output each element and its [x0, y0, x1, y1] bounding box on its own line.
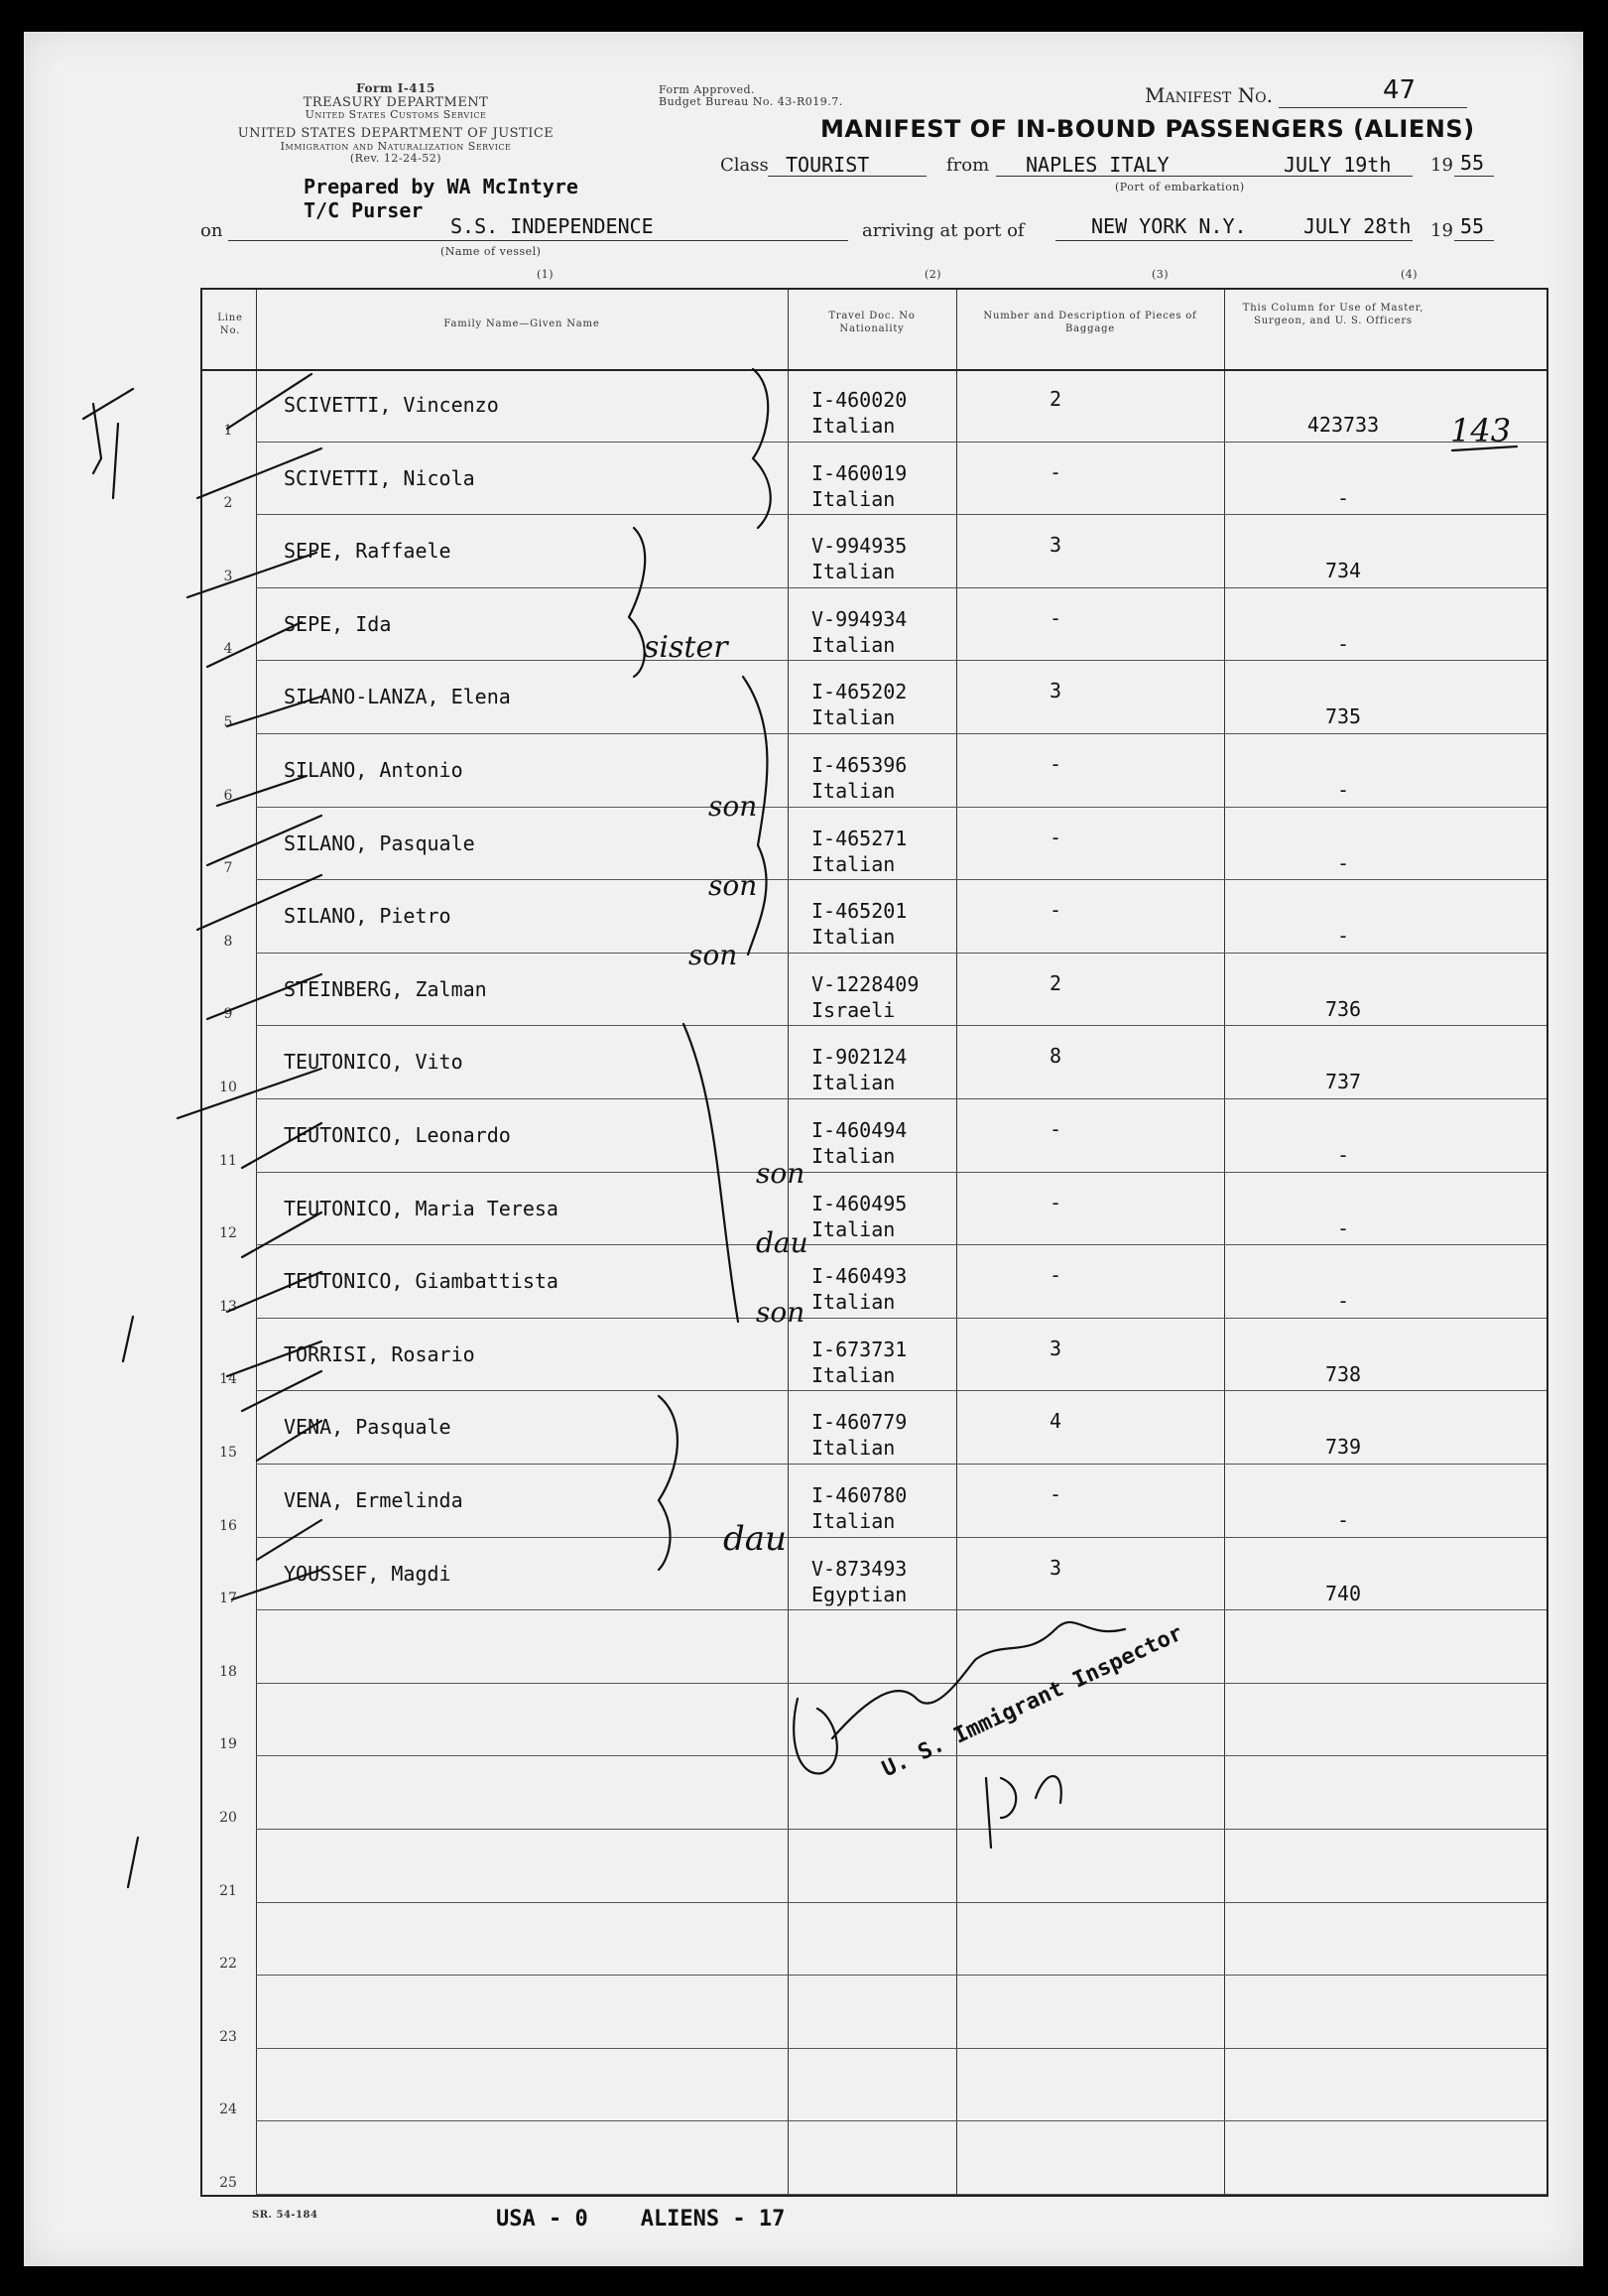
officer-number: - — [1336, 924, 1350, 949]
col-number-1: (1) — [537, 268, 555, 281]
arrival-date: JULY 28th — [1303, 214, 1412, 238]
baggage-count: 2 — [1049, 387, 1062, 411]
line-number: 16 — [219, 1517, 237, 1534]
officer-number: - — [1336, 631, 1350, 656]
vessel-name: S.S. INDEPENDENCE — [450, 214, 654, 238]
line-number: 8 — [223, 933, 233, 950]
check-mark — [227, 1272, 321, 1312]
officer-number: - — [1336, 850, 1350, 875]
doc-number: I-465271 — [811, 826, 908, 850]
nationality: Italian — [811, 1290, 896, 1315]
line-number: 4 — [223, 641, 233, 658]
line-number: 19 — [219, 1736, 237, 1753]
from-port: NAPLES ITALY — [1026, 153, 1170, 177]
arrival-year-prefix: 19 — [1430, 220, 1453, 241]
line-number: 22 — [219, 1956, 237, 1973]
passenger-name: SEPE, Raffaele — [284, 539, 451, 564]
doc-number: I-460780 — [811, 1483, 908, 1507]
family-bracket — [753, 369, 771, 528]
line-number: 20 — [219, 1809, 237, 1826]
from-year: 55 — [1460, 151, 1485, 175]
nationality: Egyptian — [811, 1582, 908, 1606]
footer-totals: USA - 0 ALIENS - 17 — [496, 2207, 786, 2232]
officer-number: - — [1336, 778, 1350, 802]
passenger-name: SILANO, Pietro — [284, 904, 451, 929]
doc-number: I-460495 — [811, 1191, 908, 1215]
passenger-name: STEINBERG, Zalman — [284, 976, 487, 1001]
officer-number: 736 — [1324, 996, 1362, 1021]
nationality: Italian — [811, 1071, 896, 1095]
check-mark — [207, 816, 321, 865]
nationality: Italian — [811, 560, 896, 584]
footer-form-code: SR. 54-184 — [252, 2210, 318, 2221]
doc-number: V-1228409 — [811, 971, 920, 996]
line-number: 25 — [219, 2174, 237, 2191]
nationality: Italian — [811, 1436, 896, 1461]
line-number: 17 — [219, 1591, 237, 1607]
passenger-name: VENA, Ermelinda — [284, 1488, 463, 1512]
line-number: 18 — [219, 1663, 237, 1680]
check-mark — [242, 1123, 321, 1168]
doc-number: I-460019 — [811, 460, 908, 485]
relation-note: sister — [644, 630, 728, 665]
treasury-dept: TREASURY DEPARTMENT — [303, 95, 489, 110]
nationality: Italian — [811, 925, 896, 950]
passenger-name: SILANO, Antonio — [284, 758, 463, 782]
doc-number: I-465202 — [811, 680, 908, 704]
nationality: Italian — [811, 1509, 896, 1533]
form-approved: Form Approved. — [659, 83, 756, 96]
line-number: 15 — [219, 1444, 237, 1461]
check-mark — [227, 1341, 321, 1376]
margin-mark — [113, 424, 118, 498]
from-date: JULY 19th — [1284, 153, 1392, 177]
baggage-count: - — [1049, 1117, 1062, 1141]
customs-service: United States Customs Service — [305, 108, 487, 121]
check-mark — [242, 1371, 321, 1411]
officer-number: 735 — [1324, 704, 1362, 729]
passenger-name: VENA, Pasquale — [284, 1415, 451, 1440]
nationality: Israeli — [811, 997, 896, 1022]
baggage-count: - — [1049, 752, 1062, 776]
relation-note: son — [756, 1157, 805, 1190]
doc-number: V-873493 — [811, 1556, 908, 1581]
inspector-signature — [794, 1622, 1125, 1773]
officer-number: 423733 — [1306, 413, 1380, 437]
baggage-count: 2 — [1049, 970, 1062, 995]
form-id: Form I-415 — [356, 81, 435, 95]
doc-number: V-994935 — [811, 534, 908, 559]
nationality: Italian — [811, 779, 896, 803]
header-line-no: Line No. — [217, 313, 243, 336]
doc-number: V-994934 — [811, 606, 908, 631]
manifest-no-value: 47 — [1383, 75, 1417, 105]
nationality: Italian — [811, 632, 896, 657]
baggage-count: - — [1049, 1482, 1062, 1506]
from-label: from — [946, 155, 990, 176]
passenger-name: TEUTONICO, Maria Teresa — [284, 1196, 558, 1220]
nationality: Italian — [811, 851, 896, 876]
margin-mark — [93, 404, 101, 473]
relation-note: son — [708, 790, 758, 823]
doc-number: I-902124 — [811, 1045, 908, 1070]
justice-dept: UNITED STATES DEPARTMENT OF JUSTICE — [237, 126, 555, 141]
officer-number: - — [1336, 1215, 1350, 1240]
header-baggage: Number and Description of Pieces of Baggage — [983, 311, 1197, 334]
check-mark — [232, 1570, 321, 1599]
line-number: 13 — [219, 1298, 237, 1315]
nationality: Italian — [811, 414, 896, 438]
officer-number: - — [1336, 485, 1350, 510]
prepared-by: Prepared by WA McIntyre — [304, 175, 578, 198]
manifest-page — [24, 32, 1583, 2266]
line-number: 5 — [223, 713, 233, 730]
family-bracket — [683, 1024, 738, 1322]
baggage-count: - — [1049, 1263, 1062, 1288]
margin-mark — [83, 389, 133, 419]
line-number: 1 — [223, 422, 233, 439]
baggage-count: - — [1049, 459, 1062, 484]
nationality: Italian — [811, 1362, 896, 1387]
header-officers: This Column for Use of Master, Surgeon, and U. S. Officers — [1242, 303, 1424, 326]
check-mark — [217, 776, 307, 806]
baggage-count: 3 — [1049, 1336, 1062, 1360]
from-year-prefix: 19 — [1430, 155, 1453, 176]
passenger-name: SCIVETTI, Nicola — [284, 465, 475, 490]
baggage-count: 3 — [1049, 533, 1062, 558]
baggage-count: - — [1049, 605, 1062, 630]
class-label: Class — [720, 155, 769, 176]
relation-note: dau — [723, 1519, 787, 1559]
baggage-count: - — [1049, 898, 1062, 923]
officer-number: - — [1336, 1143, 1350, 1167]
doc-number: I-460779 — [811, 1410, 908, 1435]
passenger-name: SILANO-LANZA, Elena — [284, 685, 511, 709]
nationality: Italian — [811, 486, 896, 511]
inspector-stamp: U. S. Immigrant Inspector — [878, 1620, 1187, 1783]
line-number: 2 — [223, 495, 233, 512]
arrival-port: NEW YORK N.Y. — [1091, 214, 1247, 238]
passenger-name: SCIVETTI, Vincenzo — [284, 393, 499, 417]
nationality: Italian — [811, 1144, 896, 1168]
officer-number: 740 — [1324, 1581, 1362, 1605]
baggage-count: 4 — [1049, 1409, 1062, 1434]
relation-note: son — [756, 1296, 805, 1329]
officer-number: 737 — [1324, 1070, 1362, 1094]
line-number: 23 — [219, 2028, 237, 2045]
doc-number: I-673731 — [811, 1337, 908, 1361]
arriving-label: arriving at port of — [862, 220, 1025, 241]
margin-number: 143 — [1450, 412, 1512, 449]
check-mark — [227, 374, 311, 429]
doc-number: I-465201 — [811, 899, 908, 924]
col-number-2: (2) — [925, 268, 942, 281]
baggage-count: 3 — [1049, 679, 1062, 703]
arrival-year: 55 — [1460, 214, 1485, 238]
check-mark — [227, 697, 321, 726]
officer-number: 738 — [1324, 1361, 1362, 1386]
header-doc: Travel Doc. No Nationality — [828, 311, 916, 334]
nationality: Italian — [811, 705, 896, 730]
port-caption: (Port of embarkation) — [1115, 181, 1245, 193]
passenger-name: TORRISI, Rosario — [284, 1341, 475, 1366]
line-number: 9 — [223, 1006, 233, 1023]
margin-mark — [123, 1317, 133, 1361]
check-mark — [178, 1069, 321, 1118]
line-number: 3 — [223, 568, 233, 584]
passenger-name: TEUTONICO, Giambattista — [284, 1269, 558, 1294]
ins-service: Immigration and Naturalization Service — [280, 140, 512, 153]
line-number: 12 — [219, 1225, 237, 1242]
line-number: 10 — [219, 1079, 237, 1095]
check-mark — [207, 622, 302, 667]
relation-note: son — [708, 869, 758, 902]
passenger-name: YOUSSEF, Magdi — [284, 1561, 451, 1586]
passenger-name: SILANO, Pasquale — [284, 830, 475, 855]
prepared-role: T/C Purser — [304, 198, 424, 222]
on-label: on — [200, 220, 223, 241]
baggage-count: - — [1049, 1190, 1062, 1214]
handwritten-annotations — [24, 32, 1583, 2266]
manifest-title: MANIFEST OF IN-BOUND PASSENGERS (ALIENS) — [820, 115, 1475, 143]
check-mark — [207, 974, 321, 1019]
margin-mark — [128, 1838, 138, 1887]
check-mark — [257, 1520, 321, 1560]
check-mark — [197, 875, 321, 930]
inspector-initials — [986, 1776, 1061, 1848]
check-mark — [257, 1421, 321, 1461]
header-name: Family Name—Given Name — [443, 319, 600, 329]
line-number: 14 — [219, 1371, 237, 1388]
passenger-name: SEPE, Ida — [284, 611, 392, 636]
col-number-3: (3) — [1152, 268, 1170, 281]
line-number: 6 — [223, 787, 233, 804]
baggage-count: 8 — [1049, 1044, 1062, 1069]
line-number: 7 — [223, 860, 233, 877]
col-number-4: (4) — [1401, 268, 1419, 281]
passenger-name: TEUTONICO, Leonardo — [284, 1123, 511, 1147]
nationality: Italian — [811, 1216, 896, 1241]
manifest-no-label: Manifest No. — [1145, 83, 1273, 107]
budget-bureau: Budget Bureau No. 43-R019.7. — [659, 95, 843, 108]
relation-note: son — [688, 939, 738, 971]
family-bracket — [629, 528, 645, 677]
officer-number: 734 — [1324, 559, 1362, 583]
officer-number: - — [1336, 1289, 1350, 1314]
family-bracket — [659, 1396, 678, 1570]
officer-number: 739 — [1324, 1435, 1362, 1460]
class-value: TOURIST — [786, 153, 870, 177]
line-number: 24 — [219, 2102, 237, 2118]
doc-number: I-465396 — [811, 753, 908, 777]
passenger-name: TEUTONICO, Vito — [284, 1050, 463, 1075]
form-rev: (Rev. 12-24-52) — [349, 152, 442, 165]
doc-number: I-460493 — [811, 1264, 908, 1289]
check-mark — [242, 1212, 321, 1257]
doc-number: I-460020 — [811, 388, 908, 412]
baggage-count: - — [1049, 825, 1062, 849]
check-mark — [197, 448, 321, 498]
vessel-caption: (Name of vessel) — [440, 245, 542, 258]
relation-note: dau — [756, 1226, 808, 1259]
line-number: 21 — [219, 1882, 237, 1899]
check-mark — [187, 553, 316, 597]
officer-number: - — [1336, 1508, 1350, 1532]
doc-number: I-460494 — [811, 1118, 908, 1142]
baggage-count: 3 — [1049, 1555, 1062, 1580]
line-number: 11 — [219, 1152, 237, 1169]
